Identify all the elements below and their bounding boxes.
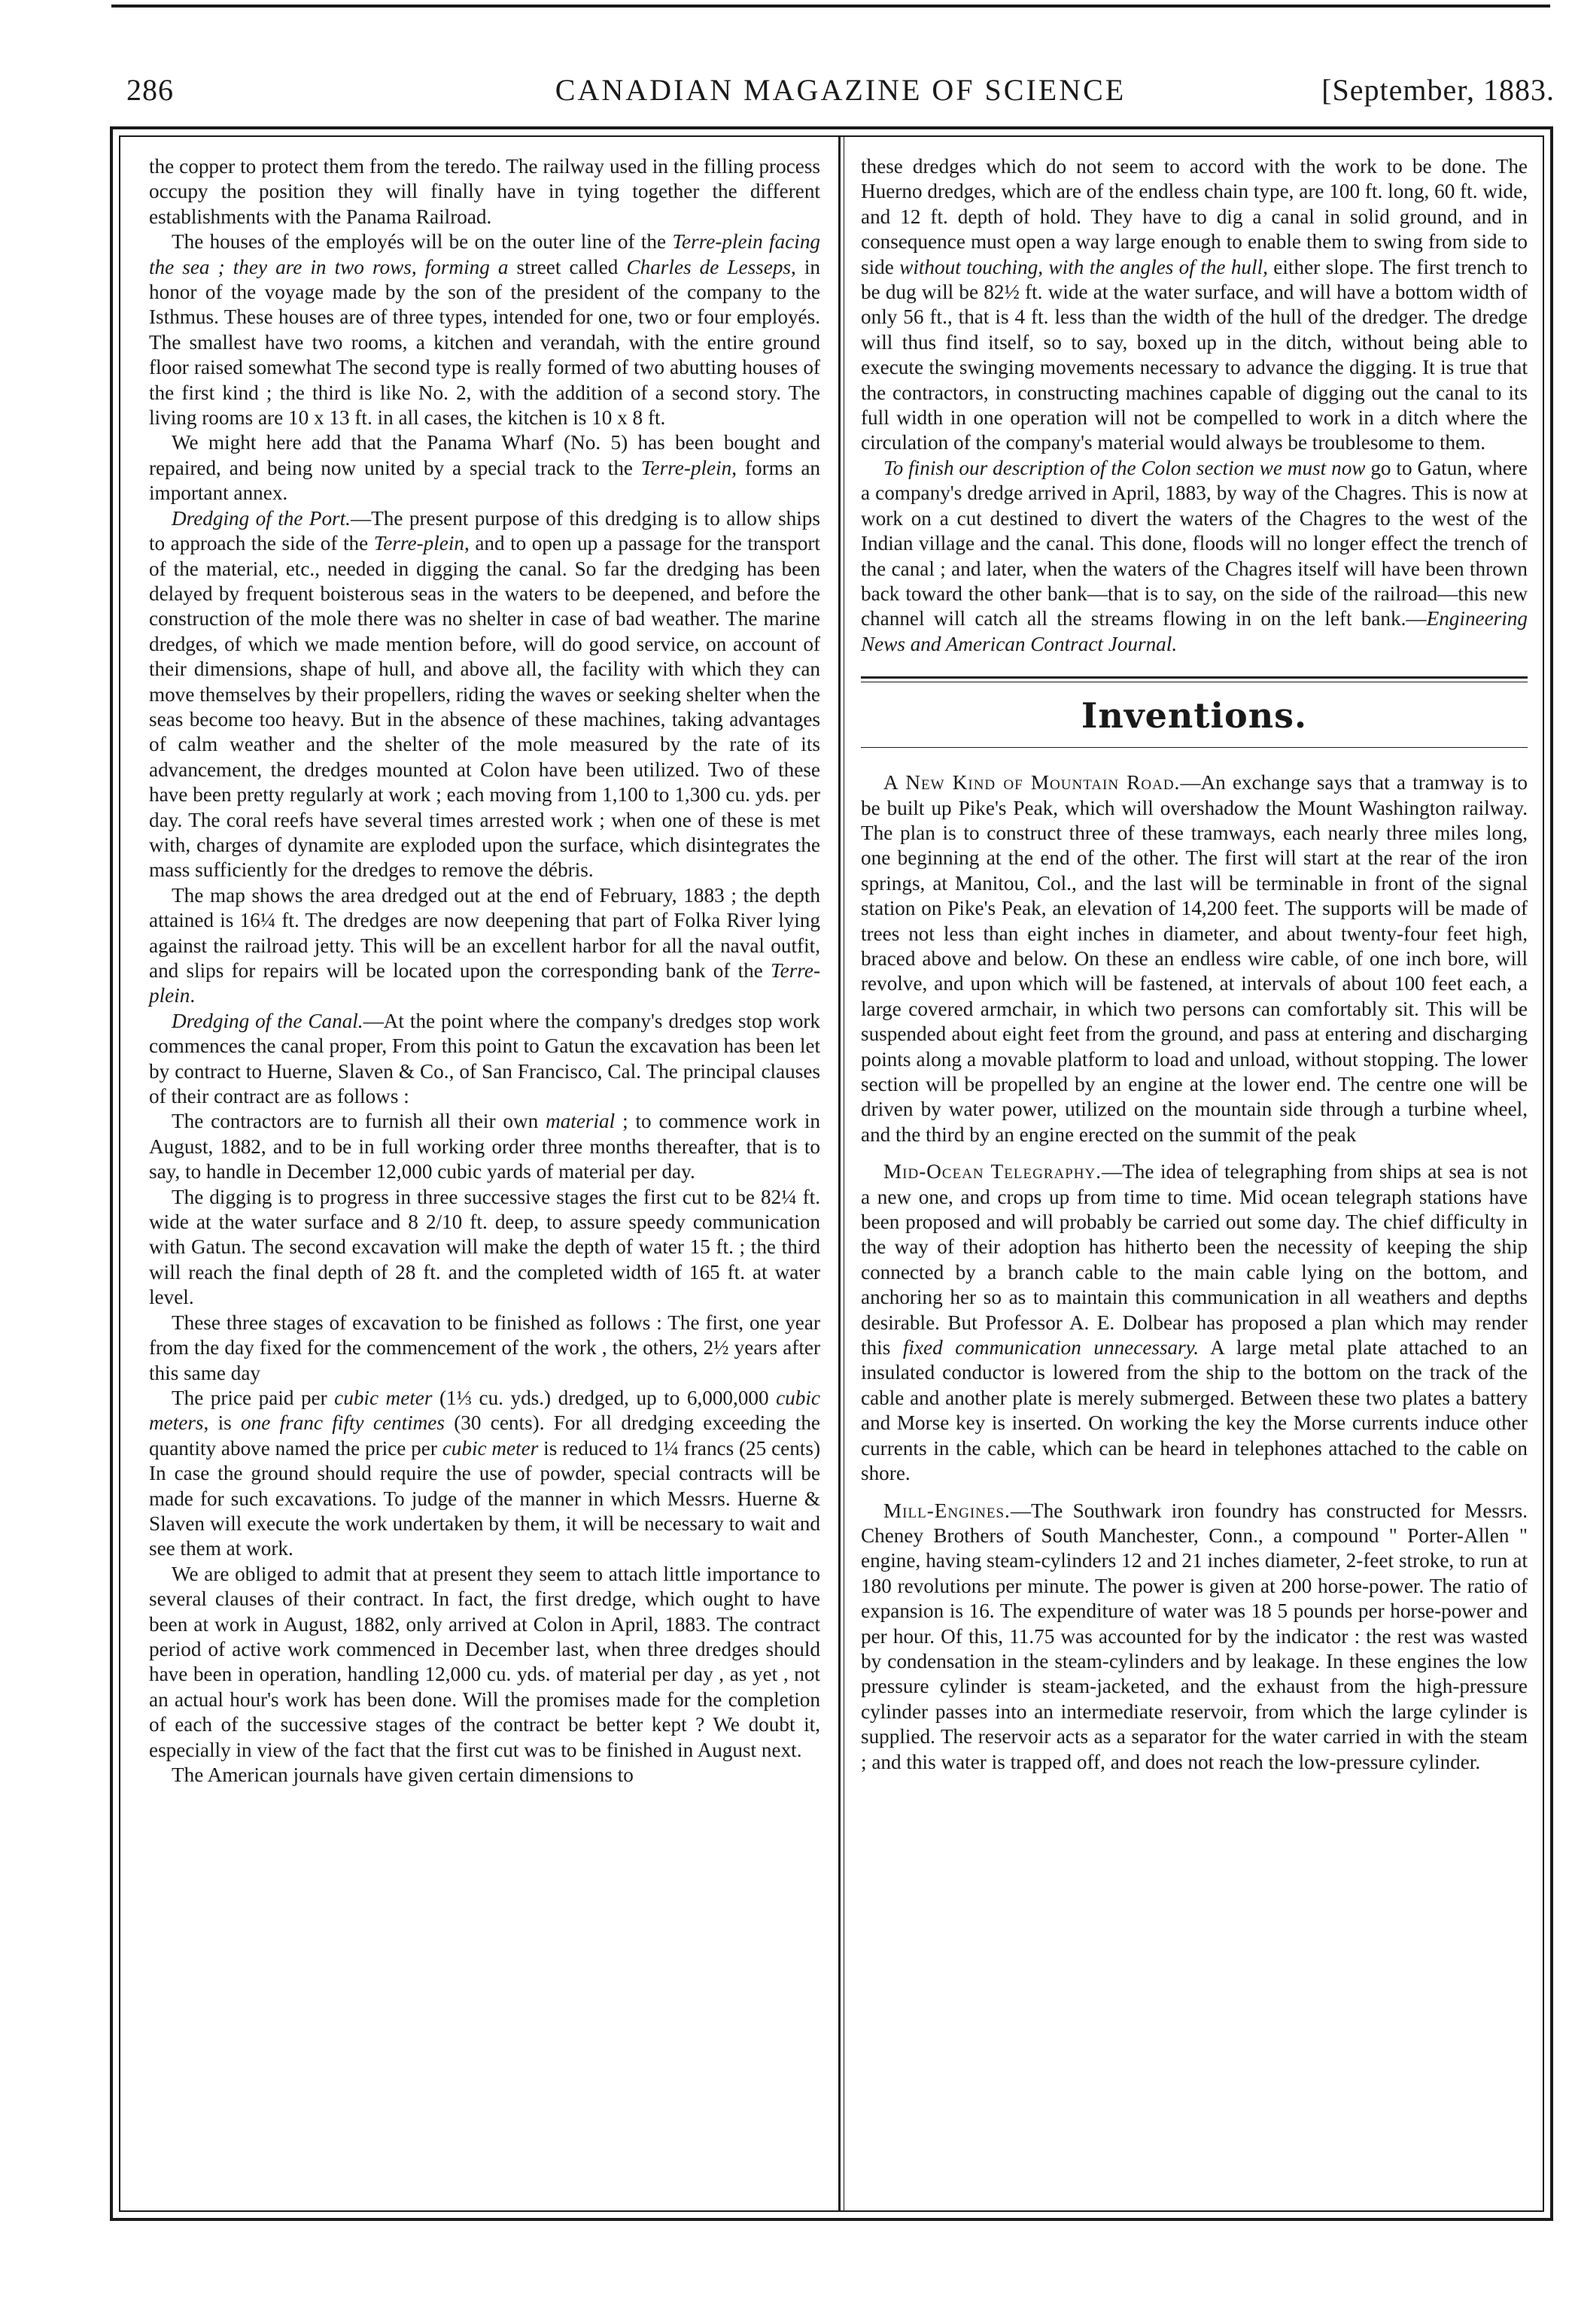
- italic-text: cubic meter: [334, 1386, 433, 1409]
- item-mid-ocean-telegraphy: [861, 1159, 1528, 1486]
- italic-text: Charles de Lesseps: [626, 255, 791, 278]
- text: We are obliged to admit that at present they seem to attach little importance to several clauses of their contract. In fact, the first dredge, which ought to have been at work in August, 1882, only arrived at Colon in April, 1883. The contract period of active work commenced in December last, when three dredges should have been in operation, handling 12,000 cu. yds. of material per day , as yet , not an actual hour's work has been done. Will the promises made for the completion of each of the successive stages of the contract be better kept ? We doubt it, especially in view of the fact that the first cut was to be finished in August next.: [149, 1562, 820, 1761]
- item-mountain-road: [861, 770, 1528, 1147]
- paragraph-obliged: [149, 1562, 820, 1763]
- section-rule: [861, 676, 1528, 679]
- paragraph-schedule: [149, 1311, 820, 1386]
- text: —At the point where the company's dredges stop work commences the canal proper, From this point to Gatun the excavation has been let by contract to Huerne, Slaven & Co., of San Francisco, Cal. The principal clauses of their contract are as follows :: [149, 1009, 820, 1108]
- subheading: Dredging of the Port.: [172, 506, 351, 530]
- italic-text: cubic meters: [149, 1386, 820, 1435]
- left-column: [149, 154, 820, 1788]
- running-head: [126, 72, 1555, 117]
- text: ; to commence work in August, 1882, and to be in full working order three months thereafter, that is to say, to handle in December 12,000 cubic yards of material per day.: [149, 1110, 820, 1183]
- text: We might here add that the Panama Wharf (No. 5) has been bought and repaired, and being now united by a special track to the: [149, 431, 820, 479]
- text: —The Southwark iron foundry has constructed for Messrs. Cheney Brothers of South Manchester, Conn., a compound " Porter-Allen " engine, having steam-cylinders 12 and 21 inches diameter, 2-feet stroke, to run at 180 revolutions per minute. The power is given at 200 horse-power. The ratio of expansion is 16. The expenditure of water was 18 5 pounds per horse-power and per hour. Of this, 11.75 was accounted for by the indicator : the rest was wasted by condensation in the steam-cylinders and by leakage. In these engines the low pressure cylinder is steam-jacketed, and the exhaust from the high-pressure cylinder passes into an intermediate reservoir, from which the large cylinder is supplied. The reservoir acts as a separator for the water carried in with the steam ; and this water is trapped off, and does not reach the low-pressure cylinder.: [861, 1499, 1528, 1773]
- italic-text: Terre-plein: [640, 456, 732, 479]
- text: , and to open up a passage for the transport of the material, etc., needed in digging the canal. So far the dredging has been delayed by frequent boisterous seas in the waters to be deepened, and before the construction of the mole there was no shelter in case of bad weather. The marine dredges, of which we made mention before, will do good service, on account of their dimensions, shape of hull, and above all, the facility with which they can move themselves by their propellers, riding the waves or seeking shelter when the seas become too heavy. But in the absence of these machines, taking advantages of calm weather and the shelter of the mole measured by the rate of its advancement, the dredges mounted at Colon have been utilized. Two of these have been pretty regularly at work ; each moving from 1,100 to 1,300 cu. yds. per day. The coral reefs have several times arrested work ; when one of these is met with, charges of dynamite are exploded upon the surface, which disintegrates the mass sufficiently for the dredges to remove the débris.: [149, 532, 820, 882]
- italic-text: one franc fifty centimes: [241, 1411, 445, 1435]
- text: these dredges which do not seem to accord with the work to be done. The Huerno dredges, which are of the endless chain type, are 100 ft. long, 60 ft. wide, and 12 ft. depth of hold. They have to dig a canal in solid ground, and in consequence must open a way large enough to enable them to swing from side to side: [861, 155, 1528, 278]
- text: the copper to protect them from the teredo. The railway used in the filling process occupy the position they will finally have in tying together the different establishments with the Panama Railroad.: [149, 155, 820, 228]
- right-column: [861, 154, 1528, 1775]
- text: —The present purpose of this dredging is to allow ships to approach the side of the: [149, 506, 820, 555]
- italic-text: Terre-plein facing the sea ; they are in two rows, forming a: [149, 230, 821, 278]
- issue-date: [September, 1883.: [1321, 73, 1555, 107]
- text: (1⅓ cu. yds.) dredged, up to 6,000,000: [432, 1386, 777, 1409]
- text: The houses of the employés will be on the outer line of the: [172, 230, 673, 254]
- journal-title: CANADIAN MAGAZINE OF SCIENCE: [555, 73, 1127, 107]
- text: —An exchange says that a tramway is to be built up Pike's Peak, which will overshadow the Mount Washington railway. The plan is to construct three of these tramways, each nearly three miles long, one beginning at the end of the other. The first will start at the rear of the iron springs, at Manitou, Col., and the last will be terminable in front of the signal station on Pike's Peak, an elevation of 14,200 feet. The supports will be made of trees not less than eight inches in diameter, and about twenty-four feet high, braced above and below. On these an endless wire cable, of one inch bore, will revolve, and upon which will be fastened, at intervals of about 100 feet each, a large covered armchair, in which two persons can comfortably sit. This will be suspended about eight feet from the ground, and pass at entering and discharging points along a movable platform to load and unload, without stopping. The lower section will be propelled by an engine at the lower end. The centre one will be driven by water power, utilized on the mountain side through a turbine wheel, and the third by an engine erected on the summit of the peak: [861, 771, 1528, 1146]
- item-heading: Mill-Engines.: [883, 1499, 1011, 1522]
- text: The digging is to progress in three successive stages the first cut to be 82¼ ft. wide at the water surface and 8 2/10 ft. deep, to assure speedy communication with Gatun. The second excavation will make the depth of water 15 ft. ; the third will reach the final depth of 28 ft. and the completed width of 165 ft. at water level.: [149, 1185, 820, 1309]
- paragraph-price: [149, 1386, 820, 1562]
- paragraph-map: [149, 883, 820, 1009]
- italic-text: Terre-plein: [373, 532, 465, 555]
- text: street called: [508, 255, 627, 278]
- paragraph-dredges: [861, 154, 1528, 456]
- text: either slope. The first trench to be dug will be 82½ ft. wide at the water surface, and will have a bottom width of only 56 ft., that is 4 ft. less than the width of the hull of the dredger. The dredge will thus find itself, so to say, boxed up in the ditch, without being able to execute the swinging movements necessary to advance the digging. It is true that the contractors, in constructing machines capable of digging out the canal to its full width in one operation will not be compelled to work in a ditch where the circulation of the company's material would always be troublesome to them.: [861, 255, 1528, 454]
- paragraph-american-journals: [149, 1763, 820, 1788]
- paragraph-teredo: [149, 154, 820, 229]
- italic-text: material: [546, 1110, 616, 1133]
- text: go to Gatun, where a company's dredge arrived in April, 1883, by way of the Chagres. This is now at work on a cut destined to divert the waters of the Chagres to the west of the Indian village and the canal. This done, floods will no longer effect the trench of the canal ; and later, when the waters of the Chagres itself will have been thrown back toward the other bank—that is to say, on the side of the railroad—this new channel will catch all the streams flowing in on the left bank.—: [861, 456, 1528, 630]
- text: The contractors are to furnish all their own: [172, 1110, 546, 1133]
- italic-text: without touching, with the angles of the hull,: [899, 255, 1268, 278]
- text: , in honor of the voyage made by the son of the president of the company to the Isthmus. These houses are of three types, intended for one, two or four employés. The smallest have two rooms, a kitchen and verandah, with the entire ground floor raised somewhat The second type is really formed of two abutting houses of the first kind ; the third is like No. 2, with the addition of a second story. The living rooms are 10 x 13 ft. in all cases, the kitchen is 10 x 8 ft.: [149, 255, 821, 430]
- paragraph-stages: [149, 1185, 820, 1311]
- paragraph-dredging-canal: [149, 1009, 820, 1110]
- paragraph-dredging-port: [149, 506, 820, 883]
- italic-text: To finish our description of the Colon section we must now: [883, 456, 1366, 479]
- paragraph-colon-section: [861, 456, 1528, 657]
- text: A large metal plate attached to an insulated conductor is lowered from the ship to the bottom on the track of the cable and another plate is merely submerged. Between these two plates a battery and Morse key is inserted. On working the key the Morse currents induce other currents in the cable, which can be heard in telephones attached to the cable on shore.: [861, 1336, 1528, 1485]
- text: The price paid per: [172, 1386, 335, 1409]
- item-heading: A New Kind of Mountain Road.: [883, 771, 1181, 794]
- italic-text: Terre-plein: [149, 959, 820, 1007]
- italic-text: fixed communication unnecessary.: [902, 1336, 1200, 1359]
- text: , forms an important annex.: [149, 456, 820, 505]
- paragraph-contractors: [149, 1109, 820, 1184]
- paragraph-employee-houses: [149, 229, 820, 430]
- top-rule: [111, 5, 1550, 8]
- item-heading: Mid-Ocean Telegraphy.: [883, 1160, 1102, 1183]
- text: The map shows the area dredged out at the end of February, 1883 ; the depth attained is 16¼ ft. The dredges are now deepening that part of Folka River lying against the railroad jetty. This will be an excellent harbor for all the naval outfit, and slips for repairs will be located upon the corresponding bank of the: [149, 883, 820, 982]
- italic-text: cubic meter: [442, 1436, 539, 1460]
- heading-underline: [861, 747, 1528, 748]
- text: The American journals have given certain dimensions to: [172, 1764, 634, 1786]
- source-citation: Engineering News and American Contract Journal.: [861, 607, 1528, 655]
- item-mill-engines: [861, 1499, 1528, 1775]
- text: .: [190, 984, 196, 1007]
- paragraph-panama-wharf: [149, 430, 820, 506]
- text: (30 cents). For all dredging exceeding the quantity above named the price per: [149, 1411, 820, 1460]
- section-heading: Inventions.: [1081, 695, 1308, 737]
- column-divider: [838, 137, 841, 2210]
- subheading: Dredging of the Canal.: [172, 1009, 363, 1032]
- text: is reduced to 1¼ francs (25 cents) In case the ground should require the use of powder, special contracts will be made for such excavations. To judge of the manner in which Messrs. Huerne & Slaven will execute the work undertaken by them, it will be necessary to wait and see them at work.: [149, 1436, 820, 1560]
- text: —The idea of telegraphing from ships at sea is not a new one, and crops up from time to time. Mid ocean telegraph stations have been proposed and will probably be carried out some day. The chief difficulty in the way of their adoption has hitherto been the necessity of keeping the ship connected by a branch cable to the main cable lying on the bottom, and anchoring her so as to maintain this communication in all weathers and depths desirable. But Professor A. E. Dolbear has proposed a plan which may render this: [861, 1160, 1528, 1359]
- page-number: 286: [126, 73, 174, 107]
- text: These three stages of excavation to be finished as follows : The first, one year from the day fixed for the commencement of the work , the others, 2½ years after this same day: [149, 1311, 820, 1384]
- text: , is: [203, 1411, 242, 1435]
